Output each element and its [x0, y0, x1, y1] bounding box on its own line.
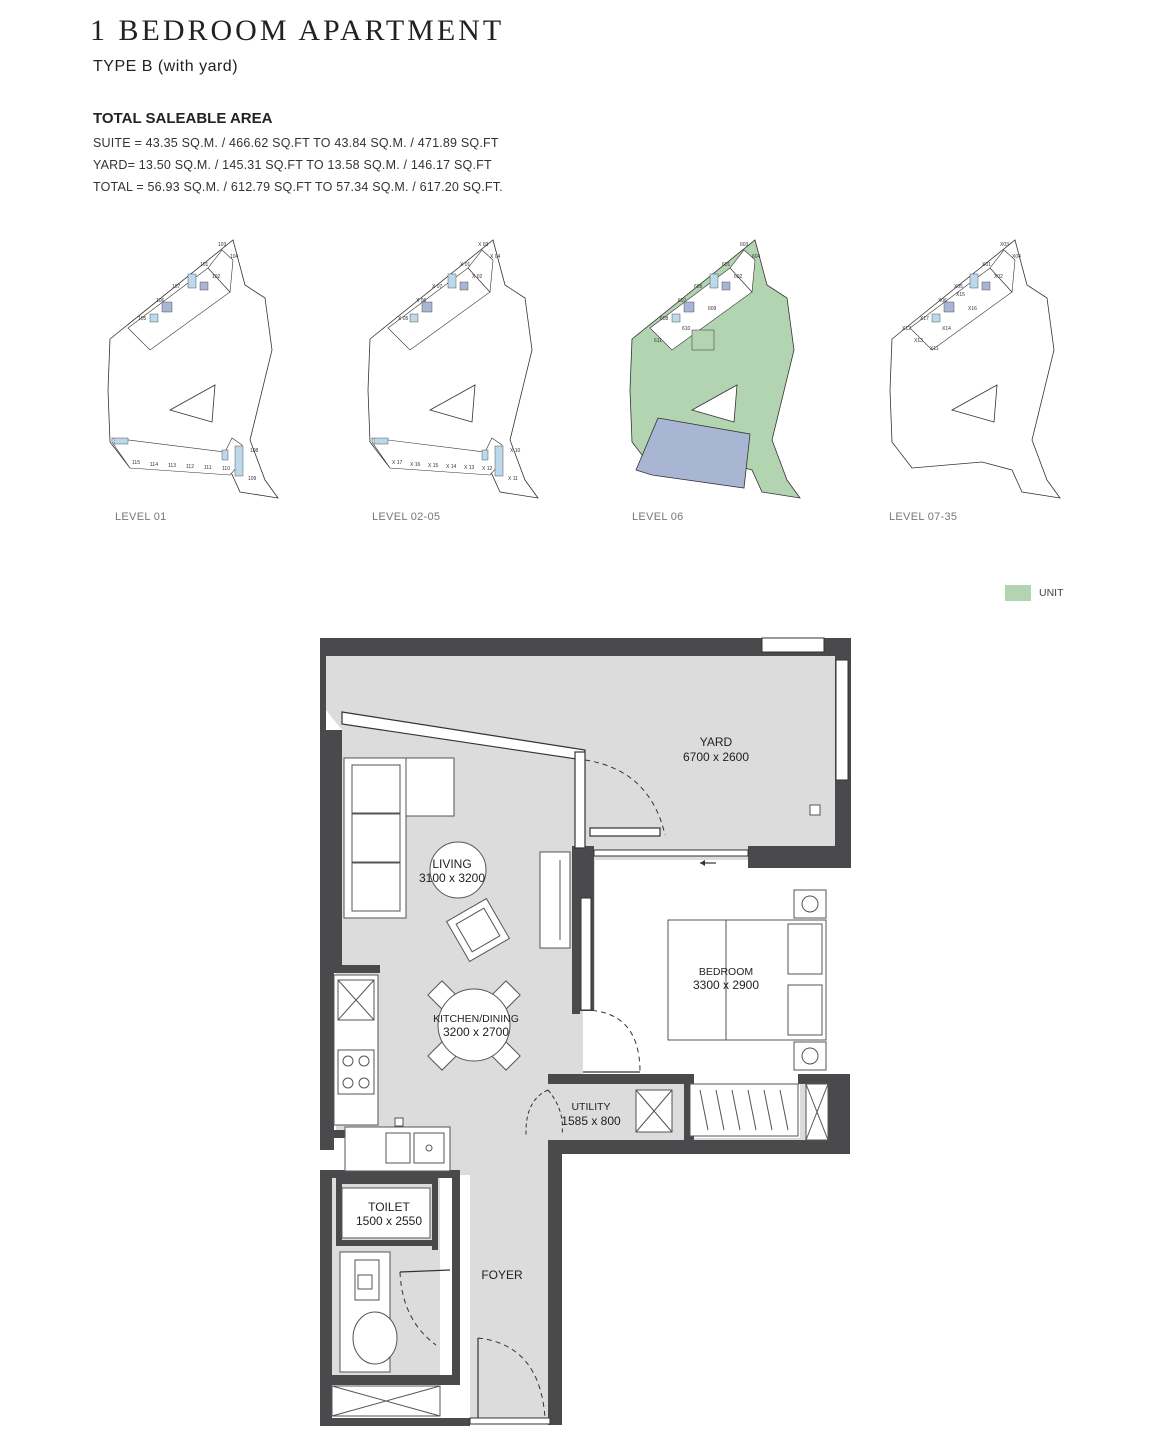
area-total: TOTAL = 56.93 SQ.M. / 612.79 SQ.FT TO 57.34 SQ.M. / 617.20 SQ.FT. — [93, 180, 503, 194]
wardrobe — [690, 1084, 828, 1140]
key-plan-unit-label: 115 — [132, 460, 140, 466]
legend-unit-label: UNIT — [1039, 587, 1064, 599]
page-subtitle: TYPE B (with yard) — [93, 58, 239, 75]
key-plan-unit-label: X13 — [914, 338, 923, 344]
key-plan-unit-label: 112 — [186, 464, 194, 470]
area-heading: TOTAL SALEABLE AREA — [93, 110, 273, 127]
key-plan-unit-label: 607 — [678, 298, 687, 304]
room-bedroom-name: BEDROOM — [698, 966, 754, 978]
key-plan-unit-label: 111 — [204, 465, 212, 471]
key-plan-unit-label: X 06 — [416, 298, 427, 304]
key-plan-unit-label: 611 — [654, 338, 662, 344]
level-label-02-05: LEVEL 02-05 — [372, 511, 441, 523]
page-title: 1 BEDROOM APARTMENT — [90, 14, 505, 47]
room-kitchen-dims: 3200 x 2700 — [442, 1025, 510, 1039]
key-plan-unit-label: X 16 — [410, 462, 421, 468]
tv-unit — [540, 852, 570, 948]
key-plan-unit-label: X16 — [968, 306, 977, 312]
key-plan-unit-label: 107 — [172, 284, 181, 290]
room-kitchen-name: KITCHEN/DINING — [433, 1013, 519, 1025]
key-plan-unit-label: X 15 — [428, 463, 439, 469]
utility-unit — [636, 1090, 672, 1132]
key-plan-unit-label: X 13 — [464, 465, 475, 471]
key-plan-unit-label: 608 — [660, 316, 669, 322]
key-plan-unit-label: 604 — [752, 254, 761, 260]
key-plan-unit-label: X15 — [956, 292, 965, 298]
key-plan-unit-label: 602 — [734, 274, 743, 280]
key-plan-unit-label: X04 — [1012, 254, 1021, 260]
room-bedroom-dims: 3300 x 2900 — [692, 978, 760, 992]
key-plan-unit-label: X06 — [938, 298, 947, 304]
key-plan-unit-label: X 03 — [478, 242, 489, 248]
room-toilet-name: TOILET — [368, 1200, 410, 1214]
room-toilet-dims: 1500 x 2550 — [355, 1214, 423, 1228]
key-plan-unit-label: 601 — [722, 262, 731, 268]
key-plan-unit-label: X 01 — [460, 262, 471, 268]
key-plan-unit-label: X02 — [994, 274, 1003, 280]
room-utility-name: UTILITY — [571, 1101, 611, 1113]
key-plan-unit-label: 104 — [230, 254, 239, 260]
key-plan-unit-label: X 05 — [398, 316, 409, 322]
area-yard: YARD= 13.50 SQ.M. / 145.31 SQ.FT TO 13.58 SQ.M. / 146.17 SQ.FT — [93, 158, 492, 172]
bedroom-wall-panel — [581, 898, 591, 1010]
room-utility-dims: 1585 x 800 — [561, 1114, 621, 1128]
yard-door — [590, 828, 660, 836]
key-plan-unit-label: X 04 — [490, 254, 501, 260]
key-plan-unit-label: 108 — [250, 448, 259, 454]
key-plan-unit-label: 105 — [138, 316, 147, 322]
key-plan-unit-label: X05 — [954, 284, 963, 290]
key-plan-unit-label: X 17 — [392, 460, 403, 466]
key-plan-unit-label: 609 — [708, 306, 717, 312]
key-plan-unit-label: X 14 — [446, 464, 457, 470]
area-suite: SUITE = 43.35 SQ.M. / 466.62 SQ.FT TO 43.84 SQ.M. / 471.89 SQ.FT — [93, 136, 499, 150]
key-plan-unit-label: 610 — [682, 326, 691, 332]
key-plan-unit-label: X 07 — [432, 284, 443, 290]
key-plan-unit-label: X12 — [902, 326, 911, 332]
key-plan-unit-label: 101 — [200, 262, 209, 268]
key-plan-unit-label: 114 — [150, 462, 158, 468]
room-living-dims: 3100 x 3200 — [418, 871, 486, 885]
key-plan-unit-label: 603 — [740, 242, 749, 248]
key-plan-unit-label: X 02 — [472, 274, 483, 280]
key-plan-unit-label: 102 — [212, 274, 221, 280]
key-plan-unit-label: 110 — [222, 466, 230, 472]
room-yard-dims: 6700 x 2600 — [682, 750, 750, 764]
key-plan-unit-label: 106 — [156, 298, 165, 304]
bedroom-door-swing — [583, 1010, 640, 1072]
storage-cabinet — [332, 1386, 440, 1416]
sliding-door — [594, 850, 748, 856]
level-label-07-35: LEVEL 07-35 — [889, 511, 958, 523]
key-plan-unit-label: X17 — [920, 316, 929, 322]
level-label-06: LEVEL 06 — [632, 511, 684, 523]
key-plan-unit-label: 605 — [694, 284, 703, 290]
room-yard-name: YARD — [699, 735, 733, 749]
key-plan-unit-label: 109 — [248, 476, 257, 482]
key-plan-unit-label: X01 — [982, 262, 991, 268]
room-living-name: LIVING — [432, 857, 472, 871]
yard-drain — [810, 805, 820, 815]
room-foyer-name: FOYER — [481, 1268, 523, 1282]
key-plan-unit-label: X03 — [1000, 242, 1009, 248]
key-plan-unit-label: X11 — [930, 346, 939, 352]
key-plan-unit-label: X14 — [942, 326, 951, 332]
key-plan-unit-label: X 10 — [510, 448, 521, 454]
key-plan-unit-label: X 12 — [482, 466, 493, 472]
key-plan-unit-label: X 11 — [508, 476, 518, 482]
key-plan-unit-label: 103 — [218, 242, 227, 248]
level-label-01: LEVEL 01 — [115, 511, 167, 523]
key-plan-unit-label: 113 — [168, 463, 176, 469]
